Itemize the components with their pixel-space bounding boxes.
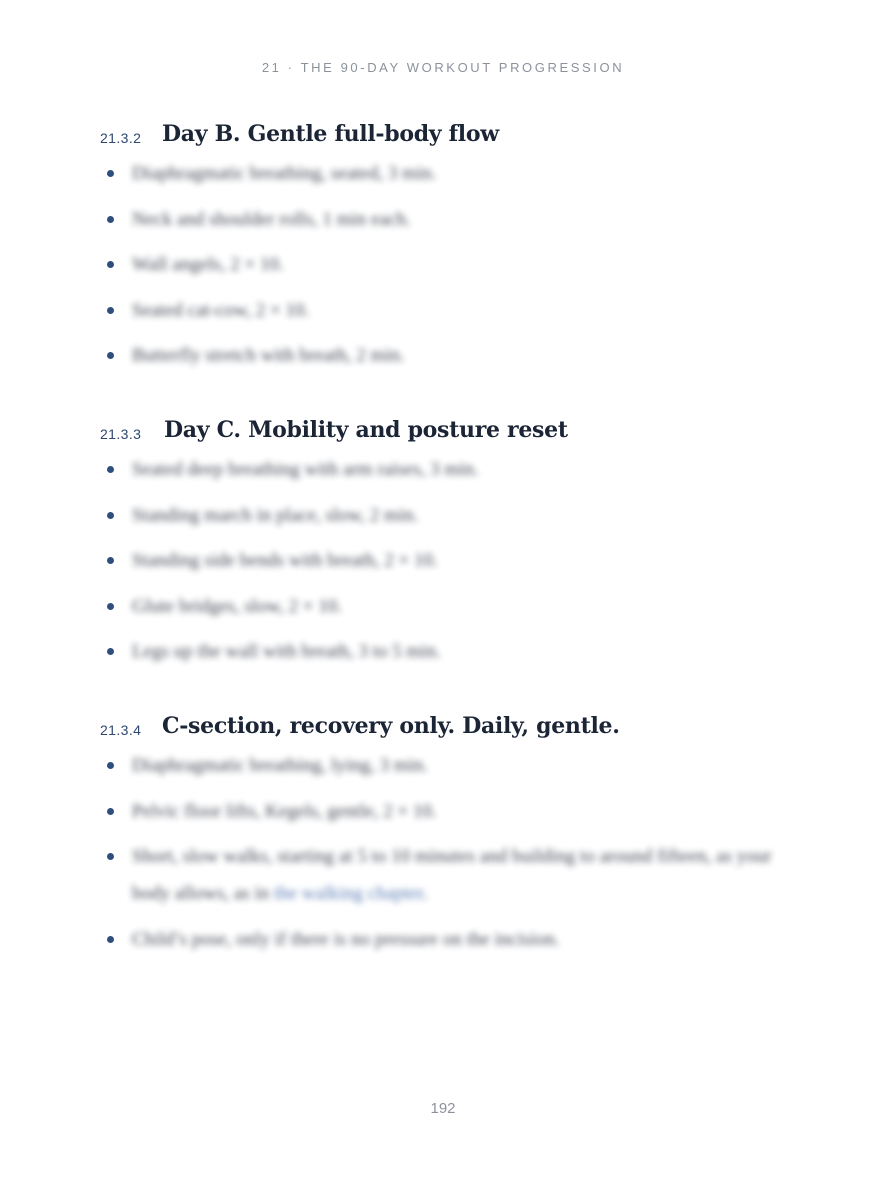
section-title: C-section, recovery only. Daily, gentle. — [162, 713, 620, 739]
list-item — [100, 747, 800, 784]
bullet-dot — [107, 307, 114, 314]
list-item-text: Wall angels, 2 × 10. — [132, 254, 284, 276]
bullet-dot — [107, 603, 114, 610]
list-item-text: Diaphragmatic breathing, seated, 3 min. — [132, 163, 437, 184]
bullet-dot — [107, 466, 114, 473]
section-header — [100, 713, 800, 747]
section-header — [100, 121, 800, 155]
list-item — [100, 155, 800, 192]
section-title: Day C. Mobility and posture reset — [164, 417, 568, 443]
running-head: 21 · THE 90-DAY WORKOUT PROGRESSION — [261, 60, 625, 75]
list-item-text: Seated deep breathing with arm raises, 3 min. — [132, 459, 479, 480]
list-item-text: Child’s pose, only if there is no pressure on the incision. — [132, 928, 560, 950]
section-c-section-recovery — [100, 713, 800, 950]
list-item — [100, 921, 800, 958]
list-item-text: Standing march in place, slow, 2 min. — [132, 504, 419, 526]
bullet-dot — [107, 170, 114, 177]
list-item — [100, 633, 800, 670]
section-day-b — [100, 121, 800, 367]
bullet-dot — [107, 648, 114, 655]
bullet-dot — [107, 762, 114, 769]
list-item-text: Seated cat-cow, 2 × 10. — [132, 299, 310, 321]
section-number: 21.3.2 — [100, 130, 142, 146]
list-item — [100, 337, 800, 374]
list-item-text: Neck and shoulder rolls, 1 min each. — [132, 208, 411, 230]
bullet-dot — [107, 512, 114, 519]
list-item — [100, 497, 800, 534]
list-item — [100, 542, 800, 579]
exercise-list — [100, 747, 800, 966]
list-item-text: Diaphragmatic breathing, lying, 3 min. — [132, 755, 429, 776]
list-item — [100, 451, 800, 488]
section-number: 21.3.3 — [100, 426, 142, 442]
bullet-dot — [107, 352, 114, 359]
list-item-text — [132, 846, 772, 904]
bullet-dot — [107, 216, 114, 223]
bullet-dot — [107, 853, 114, 860]
list-item — [100, 838, 800, 912]
section-number: 21.3.4 — [100, 722, 142, 738]
section-title: Day B. Gentle full-body flow — [162, 121, 499, 147]
list-item — [100, 246, 800, 283]
walking-chapter-link[interactable]: the walking chapter — [273, 883, 423, 905]
list-item-text: Butterfly stretch with breath, 2 min. — [132, 345, 405, 367]
bullet-dot — [107, 261, 114, 268]
bullet-dot — [107, 808, 114, 815]
list-item-text: Glute bridges, slow, 2 × 10. — [132, 595, 343, 617]
exercise-list — [100, 155, 800, 383]
exercise-list — [100, 451, 800, 679]
bullet-dot — [107, 936, 114, 943]
section-header — [100, 417, 800, 451]
list-item-text: Pelvic floor lifts, Kegels, gentle, 2 × 10. — [132, 800, 437, 822]
list-item-text: Standing side bends with breath, 2 × 10. — [132, 550, 438, 572]
list-item — [100, 292, 800, 329]
list-item — [100, 588, 800, 625]
list-item-text: Legs up the wall with breath, 3 to 5 min. — [132, 641, 441, 663]
bullet-dot — [107, 557, 114, 564]
list-item-text-end: . — [422, 883, 428, 905]
page-number: 192 — [430, 1100, 456, 1117]
section-day-c — [100, 417, 800, 663]
list-item-text-body: Short, slow walks, starting at 5 to 10 minutes and building to around fifteen, as your body allows, as in — [132, 846, 772, 905]
list-item — [100, 793, 800, 830]
list-item — [100, 201, 800, 238]
